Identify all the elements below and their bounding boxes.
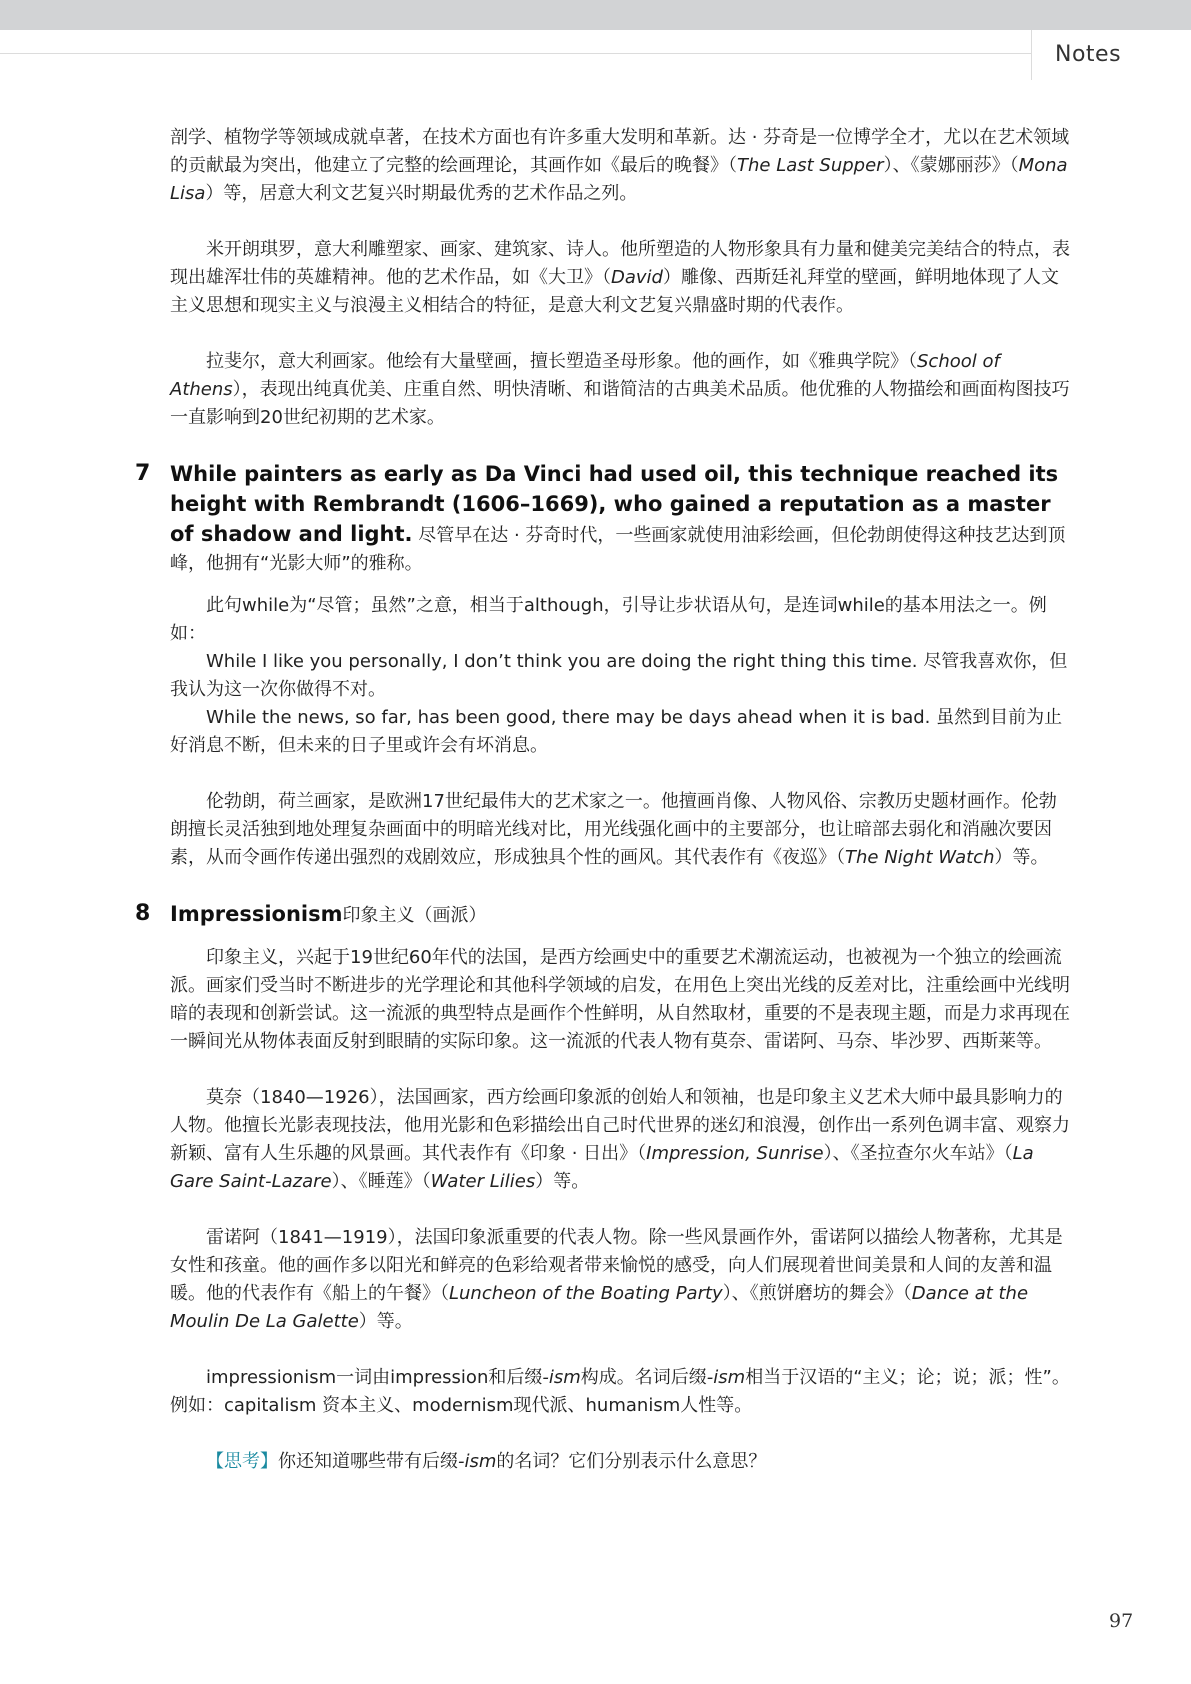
think-tag: 【思考】: [206, 1451, 278, 1472]
item-number: 7: [135, 461, 151, 486]
item-number: 8: [135, 901, 151, 926]
item-7-example-1: While I like you personally, I don’t think you are doing the right thing this time. 尽管我喜欢你，但我认为这一次你做得不对。: [170, 651, 1068, 700]
intro-paragraph-3: 拉斐尔，意大利画家。他绘有大量壁画，擅长塑造圣母形象。他的画作，如《雅典学院》（School of Athens），表现出纯真优美、庄重自然、明快清晰、和谐简洁的古典美术品质。他优雅的人物描绘和画面构图技巧一直影响到20世纪初期的艺术家。: [170, 351, 1070, 428]
item-7-paragraph: 伦勃朗，荷兰画家，是欧洲17世纪最伟大的艺术家之一。他擅画肖像、人物风俗、宗教历史题材画作。伦勃朗擅长灵活独到地处理复杂画面中的明暗光线对比，用光线强化画中的主要部分，也让暗部去弱化和消融次要因素，从而令画作传递出强烈的戏剧效应，形成独具个性的画风。其代表作有《夜巡》（The Night Watch）等。: [170, 791, 1057, 868]
note-item-8: [135, 900, 1073, 1476]
item-8-paragraph-3: 雷诺阿（1841—1919），法国印象派重要的代表人物。除一些风景画作外，雷诺阿以描绘人物著称，尤其是女性和孩童。他的画作多以阳光和鲜亮的色彩给观者带来愉悦的感受，向人们展现着世间美景和人间的友善和温暖。他的代表作有《船上的午餐》（Luncheon of the Boating Party）、《煎饼磨坊的舞会》（Dance at the Moulin De La Galette）等。: [170, 1227, 1063, 1332]
item-8-paragraph-2: 莫奈（1840—1926），法国画家，西方绘画印象派的创始人和领袖，也是印象主义艺术大师中最具影响力的人物。他擅长光影表现技法，他用光影和色彩描绘出自己时代世界的迷幻和浪漫，创作出一系列色调丰富、观察力新颖、富有人生乐趣的风景画。其代表作有《印象 · 日出》（Impression, Sunrise）、《圣拉查尔火车站》（La Gare Saint-Lazare）、《睡莲》（Water Lilies）等。: [170, 1087, 1070, 1192]
header-rule: [0, 53, 1031, 54]
item-8-headline: Impressionism印象主义（画派）: [170, 902, 487, 926]
page-content: [135, 124, 1073, 1476]
intro-paragraph-1: 剖学、植物学等领域成就卓著，在技术方面也有许多重大发明和革新。达 · 芬奇是一位博学全才，尤以在艺术领域的贡献最为突出，他建立了完整的绘画理论，其画作如《最后的晚餐》（The Last Supper）、《蒙娜丽莎》（Mona Lisa）等，居意大利文艺复兴时期最优秀的艺术作品之列。: [170, 127, 1070, 204]
item-7-note: 此句while为“尽管；虽然”之意，相当于although，引导让步状语从句，是连词while的基本用法之一。例如：: [170, 595, 1047, 644]
item-8-paragraph-1: 印象主义，兴起于19世纪60年代的法国，是西方绘画史中的重要艺术潮流运动，也被视为一个独立的绘画流派。画家们受当时不断进步的光学理论和其他科学领域的启发，在用色上突出光线的反差对比，注重绘画中光线明暗的表现和创新尝试。这一流派的典型特点是画作个性鲜明，从自然取材，重要的不是表现主题，而是力求再现在一瞬间光从物体表面反射到眼睛的实际印象。这一流派的代表人物有莫奈、雷诺阿、马奈、毕沙罗、西斯莱等。: [170, 947, 1070, 1052]
item-8-paragraph-4: impressionism一词由impression和后缀-ism构成。名词后缀-ism相当于汉语的“主义；论；说；派；性”。例如：capitalism 资本主义、modernism现代派、humanism人性等。: [170, 1367, 1070, 1416]
top-bar: [0, 0, 1191, 30]
page-number: 97: [1109, 1610, 1134, 1632]
intro-paragraph-2: 米开朗琪罗，意大利雕塑家、画家、建筑家、诗人。他所塑造的人物形象具有力量和健美完美结合的特点，表现出雄浑壮伟的英雄精神。他的艺术作品，如《大卫》（David）雕像、西斯廷礼拜堂的壁画，鲜明地体现了人文主义思想和现实主义与浪漫主义相结合的特征，是意大利文艺复兴鼎盛时期的代表作。: [170, 239, 1070, 316]
notes-label: Notes: [1055, 42, 1122, 67]
item-7-example-2: While the news, so far, has been good, there may be days ahead when it is bad. 虽然到目前为止好消息不断，但未来的日子里或许会有坏消息。: [170, 707, 1063, 756]
note-item-7: [135, 460, 1073, 872]
item-7-headline: While painters as early as Da Vinci had used oil, this technique reached its height with Rembrandt (1606–1669), who gained a reputation as a master of shadow and light. 尽管早在达 · 芬奇时代，一些画家就使用油彩绘画，但伦勃朗使得这种技艺达到顶峰，他拥有“光影大师”的雅称。: [170, 462, 1066, 574]
think-question: 【思考】你还知道哪些带有后缀-ism的名词？它们分别表示什么意思？: [206, 1451, 767, 1472]
